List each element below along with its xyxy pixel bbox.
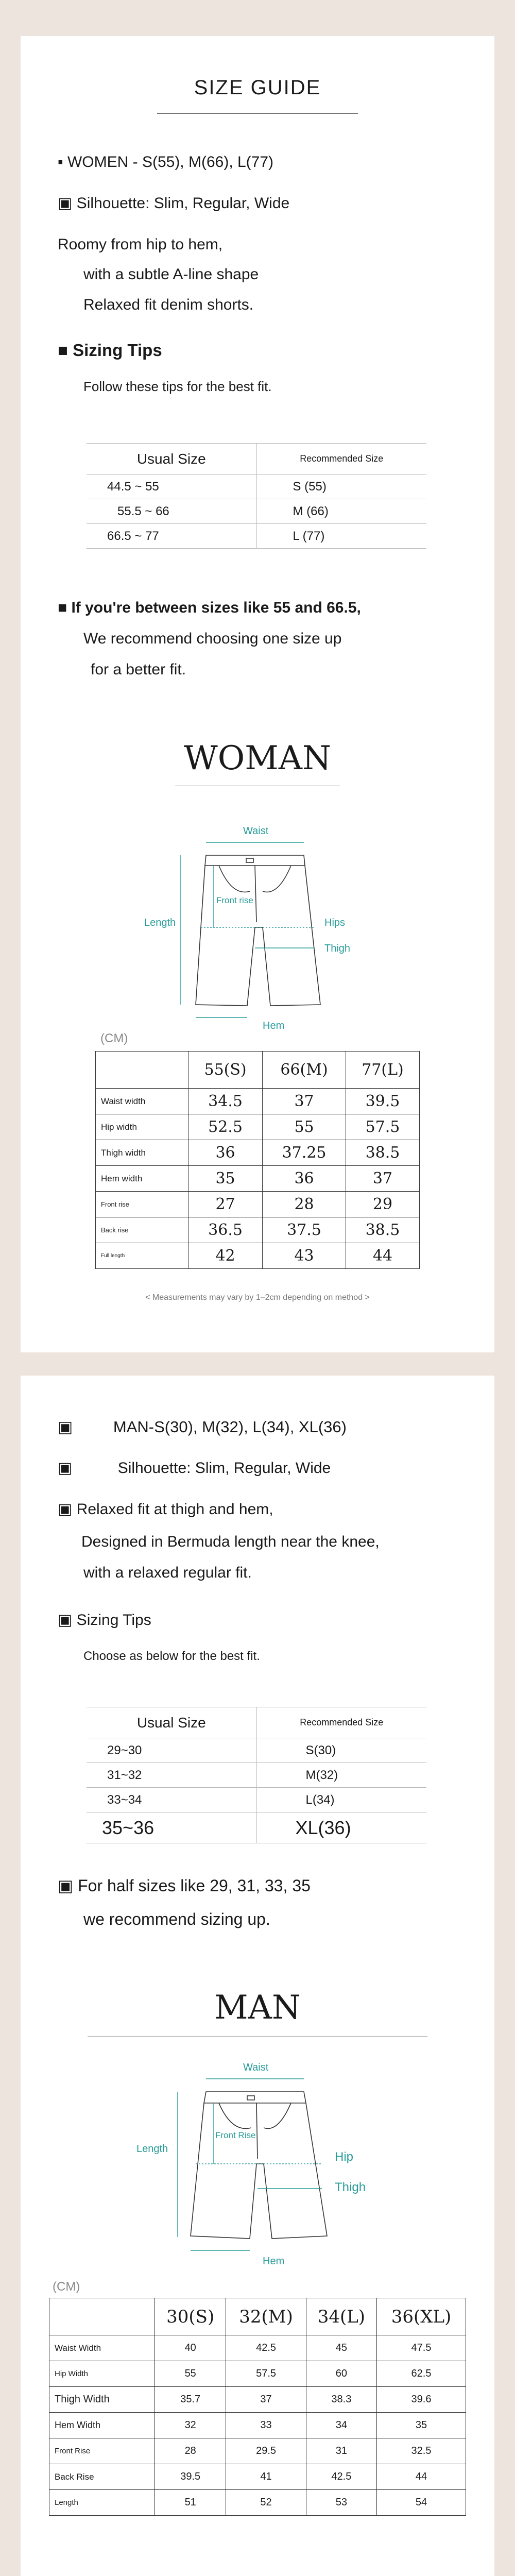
value-cell: 51: [155, 2490, 226, 2516]
row-label: Full length: [96, 1243, 188, 1269]
value-cell: 37.25: [263, 1140, 346, 1166]
women-desc-2: with a subtle A-line shape: [83, 266, 259, 283]
value-cell: 39.5: [346, 1089, 419, 1114]
table-row: [96, 1166, 420, 1192]
recommended-size-cell: M(32): [256, 1763, 426, 1788]
value-cell: 53: [306, 2490, 376, 2516]
value-cell: 35: [188, 1166, 263, 1192]
table-row: [96, 1243, 420, 1269]
table-row: [87, 1812, 426, 1843]
value-cell: 28: [263, 1192, 346, 1217]
value-cell: 42.5: [226, 2335, 306, 2361]
value-cell: 60: [306, 2361, 376, 2387]
value-cell: 54: [377, 2490, 466, 2516]
table-row: [96, 1140, 420, 1166]
row-label: Hem Width: [49, 2413, 155, 2438]
value-cell: 32.5: [377, 2438, 466, 2464]
value-cell: 29.5: [226, 2438, 306, 2464]
man-diagram-title: MAN: [214, 1989, 301, 2027]
value-cell: 42: [188, 1243, 263, 1269]
table-row: [87, 1788, 426, 1812]
front-rise-label: Front rise: [216, 895, 253, 905]
men-half-2: we recommend sizing up.: [83, 1910, 270, 1928]
table-row: [49, 2335, 466, 2361]
size-header: 66(M): [263, 1052, 346, 1089]
hip-label: Hip: [335, 2150, 354, 2164]
usual-size-cell: 66.5 ~ 77: [87, 524, 256, 549]
row-label: Thigh width: [96, 1140, 188, 1166]
row-label: Length: [49, 2490, 155, 2516]
value-cell: 35: [377, 2413, 466, 2438]
value-cell: 36: [188, 1140, 263, 1166]
value-cell: 39.6: [377, 2387, 466, 2413]
usual-size-cell: 33~34: [87, 1788, 256, 1812]
hips-label: Hips: [324, 917, 346, 928]
row-label: Back rise: [96, 1217, 188, 1243]
square-icon: ▣: [58, 1418, 73, 1436]
value-cell: 47.5: [377, 2335, 466, 2361]
men-half-1: ▣ For half sizes like 29, 31, 33, 35: [58, 1876, 311, 1895]
women-size-table: [87, 443, 426, 549]
value-cell: 62.5: [377, 2361, 466, 2387]
value-cell: 38.5: [346, 1217, 419, 1243]
row-label: Front Rise: [49, 2438, 155, 2464]
value-cell: 27: [188, 1192, 263, 1217]
value-cell: 38.3: [306, 2387, 376, 2413]
table-row: [96, 1217, 420, 1243]
size-header: 34(L): [306, 2298, 376, 2335]
row-label: Thigh Width: [49, 2387, 155, 2413]
value-cell: 57.5: [226, 2361, 306, 2387]
table-row: [96, 1114, 420, 1140]
size-header: 55(S): [188, 1052, 263, 1089]
recommended-size-header: Recommended Size: [256, 444, 426, 474]
table-row: [87, 1763, 426, 1788]
women-measure-table: [95, 1051, 420, 1269]
recommended-size-cell: L(34): [256, 1788, 426, 1812]
value-cell: 42.5: [306, 2464, 376, 2490]
men-tips-text: Choose as below for the best fit.: [83, 1649, 260, 1663]
length-label: Length: [144, 917, 176, 928]
value-cell: 44: [377, 2464, 466, 2490]
value-cell: 37: [263, 1089, 346, 1114]
women-desc-1: Roomy from hip to hem,: [58, 236, 223, 253]
women-note: < Measurements may vary by 1–2cm depending on method >: [145, 1293, 370, 1302]
row-label: Front rise: [96, 1192, 188, 1217]
men-size-table: [87, 1707, 426, 1843]
recommended-size-cell: S (55): [256, 474, 426, 499]
women-tips-text: Follow these tips for the best fit.: [83, 379, 272, 394]
table-row: [49, 2438, 466, 2464]
men-desc-1: ▣ Relaxed fit at thigh and hem,: [58, 1501, 273, 1518]
value-cell: 38.5: [346, 1140, 419, 1166]
value-cell: 29: [346, 1192, 419, 1217]
value-cell: 35.7: [155, 2387, 226, 2413]
value-cell: 44: [346, 1243, 419, 1269]
women-tips-heading: ■ Sizing Tips: [58, 341, 162, 360]
men-card: [21, 1376, 494, 2576]
man-shorts-diagram: [108, 2050, 417, 2272]
women-between-3: for a better fit.: [91, 661, 186, 678]
women-cm-label: (CM): [100, 1031, 128, 1045]
size-header: 32(M): [226, 2298, 306, 2335]
hem-label: Hem: [263, 2256, 285, 2267]
value-cell: 37.5: [263, 1217, 346, 1243]
table-row: [49, 2361, 466, 2387]
recommended-size-cell: XL(36): [256, 1812, 426, 1843]
usual-size-header: Usual Size: [87, 444, 256, 474]
recommended-size-cell: M (66): [256, 499, 426, 524]
women-card: [21, 36, 494, 1352]
usual-size-cell: 44.5 ~ 55: [87, 474, 256, 499]
table-row: [87, 499, 426, 524]
table-row: [87, 474, 426, 499]
men-sizes-line: ▣ MAN-S(30), M(32), L(34), XL(36): [58, 1418, 347, 1436]
woman-shorts-diagram: [108, 814, 417, 1036]
front-rise-label: Front Rise: [215, 2130, 256, 2140]
men-desc-2: Designed in Bermuda length near the knee,: [81, 1533, 380, 1550]
value-cell: 39.5: [155, 2464, 226, 2490]
value-cell: 36.5: [188, 1217, 263, 1243]
men-silhouette-line: ▣ Silhouette: Slim, Regular, Wide: [58, 1460, 331, 1477]
usual-size-cell: 29~30: [87, 1738, 256, 1763]
usual-size-header: Usual Size: [87, 1707, 256, 1738]
men-cm-label: (CM): [53, 2280, 80, 2294]
waist-label: Waist: [243, 2062, 269, 2073]
thigh-label: Thigh: [324, 943, 351, 954]
row-label: Waist Width: [49, 2335, 155, 2361]
value-cell: 55: [263, 1114, 346, 1140]
women-sizes-line: ▪ WOMEN - S(55), M(66), L(77): [58, 154, 274, 171]
value-cell: 43: [263, 1243, 346, 1269]
value-cell: 34: [306, 2413, 376, 2438]
men-tips-heading: ▣ Sizing Tips: [58, 1612, 151, 1629]
table-row: [49, 2490, 466, 2516]
usual-size-cell: 31~32: [87, 1763, 256, 1788]
table-row: [49, 2464, 466, 2490]
row-label: Back Rise: [49, 2464, 155, 2490]
women-between-2: We recommend choosing one size up: [83, 630, 342, 647]
square-icon: ▣: [58, 1460, 73, 1477]
size-header: 77(L): [346, 1052, 419, 1089]
length-label: Length: [136, 2143, 168, 2155]
corner-cell: [49, 2298, 155, 2335]
value-cell: 37: [226, 2387, 306, 2413]
woman-diagram-title: WOMAN: [184, 739, 331, 777]
table-row: [96, 1089, 420, 1114]
men-measure-table: [49, 2298, 466, 2516]
value-cell: 52: [226, 2490, 306, 2516]
recommended-size-cell: S(30): [256, 1738, 426, 1763]
hem-label: Hem: [263, 1020, 285, 1031]
table-row: [96, 1192, 420, 1217]
table-row: [87, 1738, 426, 1763]
size-guide-title: SIZE GUIDE: [194, 76, 321, 99]
usual-size-cell: 55.5 ~ 66: [87, 499, 256, 524]
row-label: Hem width: [96, 1166, 188, 1192]
value-cell: 31: [306, 2438, 376, 2464]
thigh-label: Thigh: [335, 2180, 366, 2194]
value-cell: 34.5: [188, 1089, 263, 1114]
table-row: [49, 2413, 466, 2438]
waist-label: Waist: [243, 825, 269, 837]
usual-size-cell: 35~36: [87, 1812, 256, 1843]
value-cell: 52.5: [188, 1114, 263, 1140]
value-cell: 45: [306, 2335, 376, 2361]
title-divider: [157, 113, 358, 114]
women-between-1: ■ If you're between sizes like 55 and 66.5,: [58, 599, 361, 616]
value-cell: 41: [226, 2464, 306, 2490]
women-desc-3: Relaxed fit denim shorts.: [83, 296, 254, 313]
women-silhouette-line: ▣ Silhouette: Slim, Regular, Wide: [58, 195, 290, 212]
table-row: [49, 2387, 466, 2413]
recommended-size-cell: L (77): [256, 524, 426, 549]
value-cell: 40: [155, 2335, 226, 2361]
size-header: 30(S): [155, 2298, 226, 2335]
value-cell: 32: [155, 2413, 226, 2438]
table-row: [87, 524, 426, 549]
size-header: 36(XL): [377, 2298, 466, 2335]
men-desc-3: with a relaxed regular fit.: [83, 1564, 252, 1581]
value-cell: 57.5: [346, 1114, 419, 1140]
corner-cell: [96, 1052, 188, 1089]
value-cell: 33: [226, 2413, 306, 2438]
value-cell: 55: [155, 2361, 226, 2387]
value-cell: 37: [346, 1166, 419, 1192]
row-label: Hip Width: [49, 2361, 155, 2387]
recommended-size-header: Recommended Size: [256, 1707, 426, 1738]
row-label: Hip width: [96, 1114, 188, 1140]
row-label: Waist width: [96, 1089, 188, 1114]
value-cell: 28: [155, 2438, 226, 2464]
value-cell: 36: [263, 1166, 346, 1192]
